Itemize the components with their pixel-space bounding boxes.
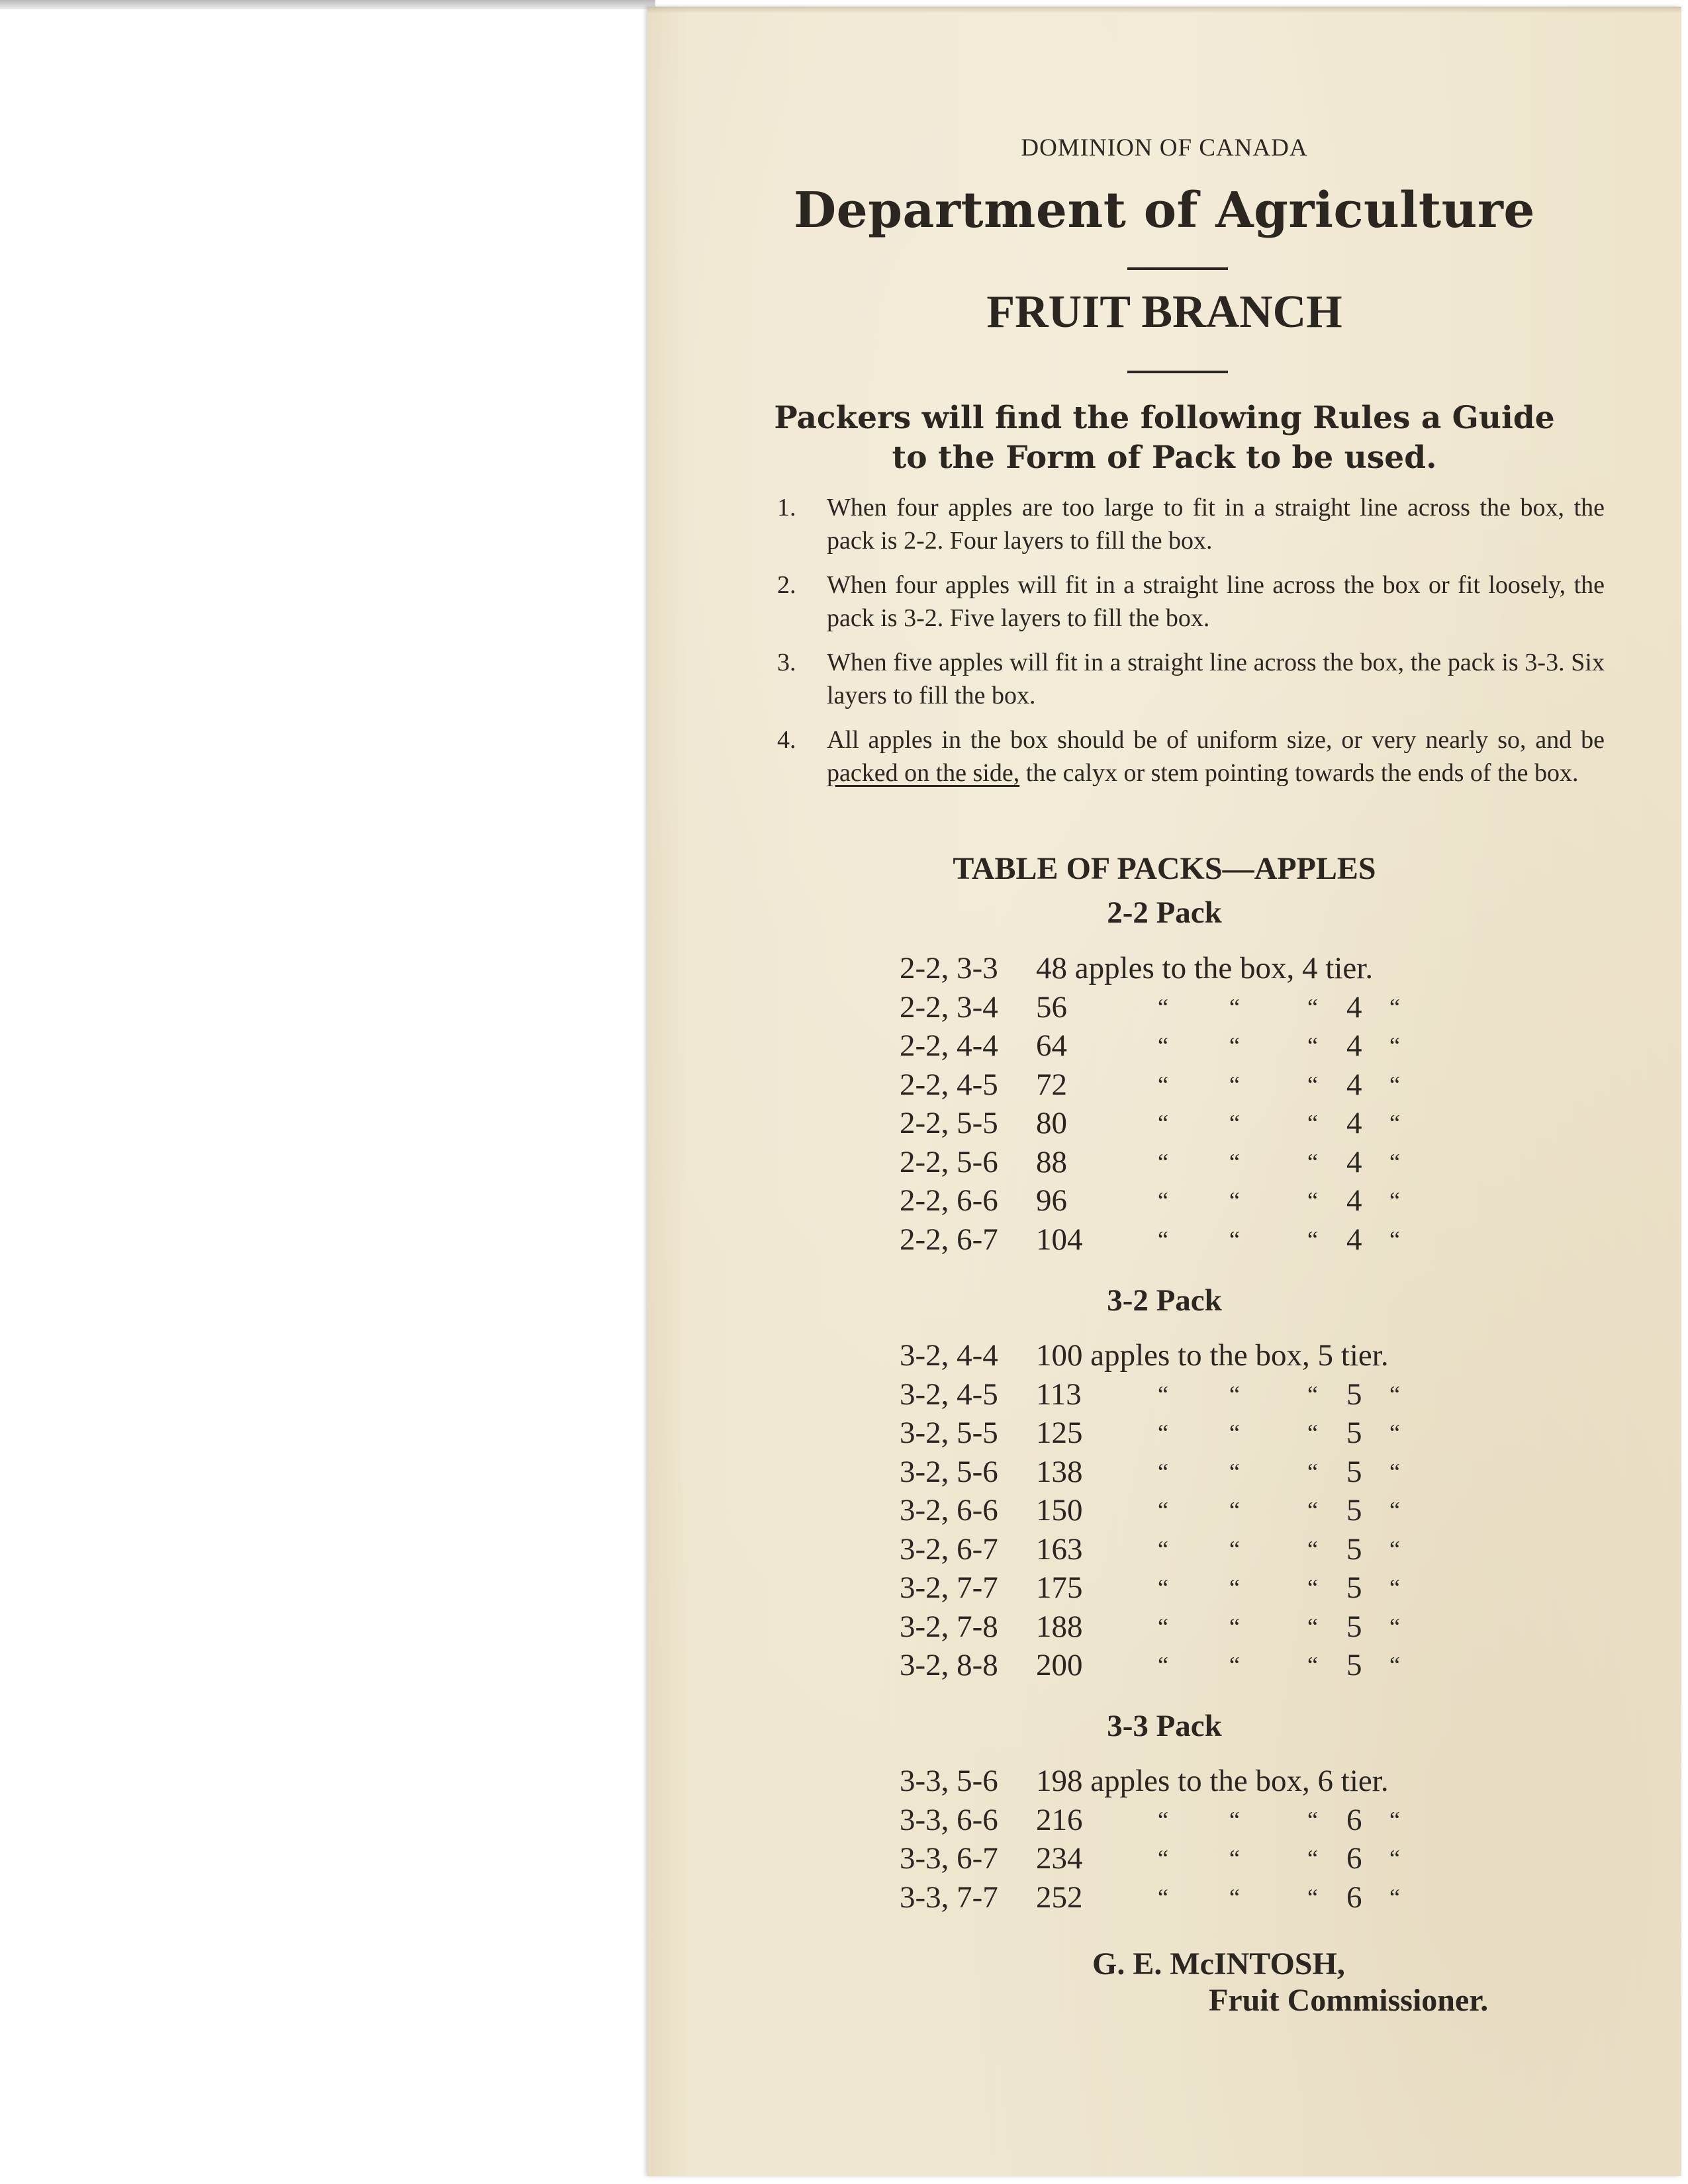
tier-count: 4 — [1346, 1183, 1362, 1218]
ditto-mark: “ — [1389, 1613, 1400, 1640]
ditto-mark: “ — [1307, 1652, 1318, 1678]
rule-text: When five apples will fit in a straight line across the box, the pack is 3-3. Six layers to fill the box. — [827, 649, 1605, 709]
ditto-mark: “ — [1229, 993, 1240, 1021]
pack-size: 3-2, 8-8 — [900, 1648, 998, 1682]
ditto-mark: “ — [1158, 1226, 1168, 1253]
ditto-mark: “ — [1229, 1535, 1240, 1563]
ditto-mark: “ — [1307, 1458, 1318, 1485]
ditto-mark: “ — [1158, 1574, 1168, 1601]
pack-size: 2-2, 5-6 — [900, 1144, 998, 1179]
pack-heading: 3-3 Pack — [1107, 1709, 1222, 1743]
ditto-mark: “ — [1307, 1574, 1318, 1601]
ditto-mark: “ — [1389, 1458, 1400, 1485]
apple-count: 188 — [1036, 1609, 1083, 1644]
ditto-mark: “ — [1307, 1613, 1318, 1640]
tier-count: 4 — [1346, 1222, 1362, 1257]
apple-count: 234 — [1036, 1841, 1083, 1876]
pack-size: 3-2, 5-5 — [900, 1416, 998, 1450]
tier-count: 6 — [1346, 1802, 1362, 1837]
row-description: 48 apples to the box, 4 tier. — [1036, 951, 1374, 985]
pack-size: 3-2, 7-7 — [900, 1570, 998, 1605]
pack-size: 3-2, 4-5 — [900, 1377, 998, 1412]
pack-size: 3-3, 5-6 — [900, 1764, 998, 1798]
pack-heading: 3-2 Pack — [1107, 1283, 1222, 1318]
ditto-mark: “ — [1229, 1187, 1240, 1214]
pack-size: 2-2, 5-5 — [900, 1106, 998, 1140]
ditto-mark: “ — [1158, 1110, 1168, 1136]
tier-count: 5 — [1346, 1454, 1362, 1489]
ditto-mark: “ — [1307, 1110, 1318, 1136]
tier-count: 6 — [1346, 1841, 1362, 1876]
ditto-mark: “ — [1158, 1845, 1168, 1872]
pack-size: 3-2, 6-6 — [900, 1493, 998, 1527]
pack-size: 3-2, 4-4 — [900, 1338, 998, 1373]
ditto-mark: “ — [1307, 1806, 1318, 1833]
ditto-mark: “ — [1158, 1613, 1168, 1640]
apple-count: 125 — [1036, 1416, 1083, 1450]
rule-item — [777, 646, 1605, 712]
divider-rule — [1127, 371, 1228, 373]
ditto-mark: “ — [1158, 1497, 1168, 1524]
ditto-mark: “ — [1307, 1497, 1318, 1524]
ditto-mark: “ — [1158, 1420, 1168, 1446]
ditto-mark: “ — [1389, 1148, 1400, 1175]
apple-count: 88 — [1036, 1144, 1067, 1179]
pack-size: 2-2, 3-4 — [900, 989, 998, 1024]
ditto-mark: “ — [1158, 1652, 1168, 1678]
rule-number: 1. — [777, 494, 796, 522]
ditto-mark: “ — [1158, 1458, 1168, 1485]
ditto-mark: “ — [1158, 1381, 1168, 1408]
ditto-mark: “ — [1389, 1497, 1400, 1524]
apple-count: 175 — [1036, 1570, 1083, 1605]
ditto-mark: “ — [1389, 1381, 1400, 1408]
tier-count: 4 — [1346, 1106, 1362, 1140]
row-description: 100 apples to the box, 5 tier. — [1036, 1338, 1389, 1373]
scan-edge — [0, 0, 655, 9]
ditto-mark: “ — [1307, 1535, 1318, 1563]
tier-count: 5 — [1346, 1377, 1362, 1412]
branch-title: FRUIT BRANCH — [986, 287, 1342, 338]
ditto-mark: “ — [1307, 1071, 1318, 1098]
ditto-mark: “ — [1389, 1420, 1400, 1446]
tier-count: 5 — [1346, 1416, 1362, 1450]
ditto-mark: “ — [1307, 1187, 1318, 1214]
ditto-mark: “ — [1229, 1884, 1240, 1911]
ditto-mark: “ — [1229, 1032, 1240, 1059]
apple-count: 64 — [1036, 1028, 1067, 1063]
ditto-mark: “ — [1229, 1110, 1240, 1136]
pack-size: 3-3, 6-6 — [900, 1802, 998, 1837]
rule-text-part: the calyx or stem pointing towards the ends of the box. — [1019, 759, 1579, 787]
guide-line: to the Form of Pack to be used. — [892, 439, 1437, 476]
tier-count: 4 — [1346, 1067, 1362, 1102]
pack-size: 2-2, 6-6 — [900, 1183, 998, 1218]
tier-count: 5 — [1346, 1609, 1362, 1644]
ditto-mark: “ — [1307, 1420, 1318, 1446]
ditto-mark: “ — [1389, 1110, 1400, 1136]
ditto-mark: “ — [1158, 993, 1168, 1021]
tier-count: 5 — [1346, 1531, 1362, 1567]
ditto-mark: “ — [1229, 1806, 1240, 1833]
ditto-mark: “ — [1307, 993, 1318, 1021]
pack-size: 3-3, 6-7 — [900, 1841, 998, 1876]
pack-size: 2-2, 4-5 — [900, 1067, 998, 1102]
ditto-mark: “ — [1229, 1497, 1240, 1524]
ditto-mark: “ — [1229, 1458, 1240, 1485]
apple-count: 138 — [1036, 1454, 1083, 1489]
ditto-mark: “ — [1158, 1148, 1168, 1175]
apple-count: 56 — [1036, 989, 1067, 1024]
rule-number: 4. — [777, 726, 796, 754]
ditto-mark: “ — [1389, 1845, 1400, 1872]
ditto-mark: “ — [1307, 1884, 1318, 1911]
tier-count: 6 — [1346, 1880, 1362, 1915]
rule-number: 3. — [777, 649, 796, 676]
ditto-mark: “ — [1389, 1806, 1400, 1833]
apple-count: 80 — [1036, 1106, 1067, 1140]
ditto-mark: “ — [1229, 1613, 1240, 1640]
pack-heading: 2-2 Pack — [1107, 895, 1222, 930]
tier-count: 4 — [1346, 1144, 1362, 1179]
ditto-mark: “ — [1307, 1845, 1318, 1872]
tier-count: 4 — [1346, 989, 1362, 1024]
packing-rules — [777, 491, 1605, 801]
ditto-mark: “ — [1158, 1071, 1168, 1098]
tier-count: 5 — [1346, 1570, 1362, 1605]
ditto-mark: “ — [1229, 1381, 1240, 1408]
tier-count: 5 — [1346, 1493, 1362, 1527]
rule-text: When four apples will fit in a straight line across the box or fit loosely, the pack is 3-2. Five layers to fill the box. — [827, 571, 1605, 632]
ditto-mark: “ — [1389, 1574, 1400, 1601]
rule-item — [777, 723, 1605, 790]
rule-item — [777, 491, 1605, 557]
ditto-mark: “ — [1307, 1226, 1318, 1253]
tier-count: 5 — [1346, 1648, 1362, 1682]
ditto-mark: “ — [1389, 1884, 1400, 1911]
signature-title: Fruit Commissioner. — [1209, 1983, 1489, 2018]
ditto-mark: “ — [1389, 1187, 1400, 1214]
ditto-mark: “ — [1389, 1071, 1400, 1098]
ditto-mark: “ — [1158, 1187, 1168, 1214]
ditto-mark: “ — [1229, 1652, 1240, 1678]
ditto-mark: “ — [1389, 1226, 1400, 1253]
table-title: TABLE OF PACKS—APPLES — [953, 851, 1376, 886]
underlined-phrase: packed on the side, — [827, 759, 1020, 787]
ditto-mark: “ — [1389, 1032, 1400, 1059]
ditto-mark: “ — [1229, 1226, 1240, 1253]
apple-count: 113 — [1036, 1377, 1082, 1412]
apple-count: 163 — [1036, 1531, 1083, 1567]
apple-count: 150 — [1036, 1493, 1083, 1527]
ditto-mark: “ — [1229, 1420, 1240, 1446]
ditto-mark: “ — [1229, 1574, 1240, 1601]
pack-size: 3-2, 6-7 — [900, 1531, 998, 1567]
government-heading: DOMINION OF CANADA — [1021, 134, 1308, 161]
department-title: Department of Agriculture — [794, 182, 1535, 239]
pack-size: 2-2, 3-3 — [900, 951, 998, 985]
ditto-mark: “ — [1389, 993, 1400, 1021]
apple-count: 96 — [1036, 1183, 1067, 1218]
guide-line: Packers will find the following Rules a Guide — [774, 400, 1555, 436]
tier-count: 4 — [1346, 1028, 1362, 1063]
ditto-mark: “ — [1158, 1032, 1168, 1059]
apple-count: 252 — [1036, 1880, 1083, 1915]
pack-size: 3-3, 7-7 — [900, 1880, 998, 1915]
divider-rule — [1127, 267, 1228, 270]
page-shadow — [647, 7, 1681, 13]
apple-count: 200 — [1036, 1648, 1083, 1682]
rule-number: 2. — [777, 571, 796, 599]
pack-size: 3-2, 7-8 — [900, 1609, 998, 1644]
pack-size: 3-2, 5-6 — [900, 1454, 998, 1489]
ditto-mark: “ — [1229, 1845, 1240, 1872]
rule-text-part: All apples in the box should be of uniform size, or very nearly so, and be — [827, 726, 1605, 754]
ditto-mark: “ — [1229, 1148, 1240, 1175]
ditto-mark: “ — [1307, 1381, 1318, 1408]
apple-count: 216 — [1036, 1802, 1083, 1837]
pack-size: 2-2, 4-4 — [900, 1028, 998, 1063]
apple-count: 72 — [1036, 1067, 1067, 1102]
pack-size: 2-2, 6-7 — [900, 1222, 998, 1257]
ditto-mark: “ — [1307, 1148, 1318, 1175]
ditto-mark: “ — [1389, 1652, 1400, 1678]
rule-text — [827, 726, 1605, 787]
ditto-mark: “ — [1158, 1535, 1168, 1563]
guide-heading — [647, 398, 1681, 478]
document-page — [647, 7, 1681, 2176]
row-description: 198 apples to the box, 6 tier. — [1036, 1764, 1389, 1798]
signature-name: G. E. McINTOSH, — [1092, 1946, 1345, 1981]
apple-count: 104 — [1036, 1222, 1083, 1257]
rule-item — [777, 569, 1605, 635]
ditto-mark: “ — [1307, 1032, 1318, 1059]
ditto-mark: “ — [1158, 1806, 1168, 1833]
rule-text: When four apples are too large to fit in a straight line across the box, the pack is 2-2. Four layers to fill the box. — [827, 494, 1605, 555]
ditto-mark: “ — [1229, 1071, 1240, 1098]
ditto-mark: “ — [1389, 1535, 1400, 1563]
ditto-mark: “ — [1158, 1884, 1168, 1911]
